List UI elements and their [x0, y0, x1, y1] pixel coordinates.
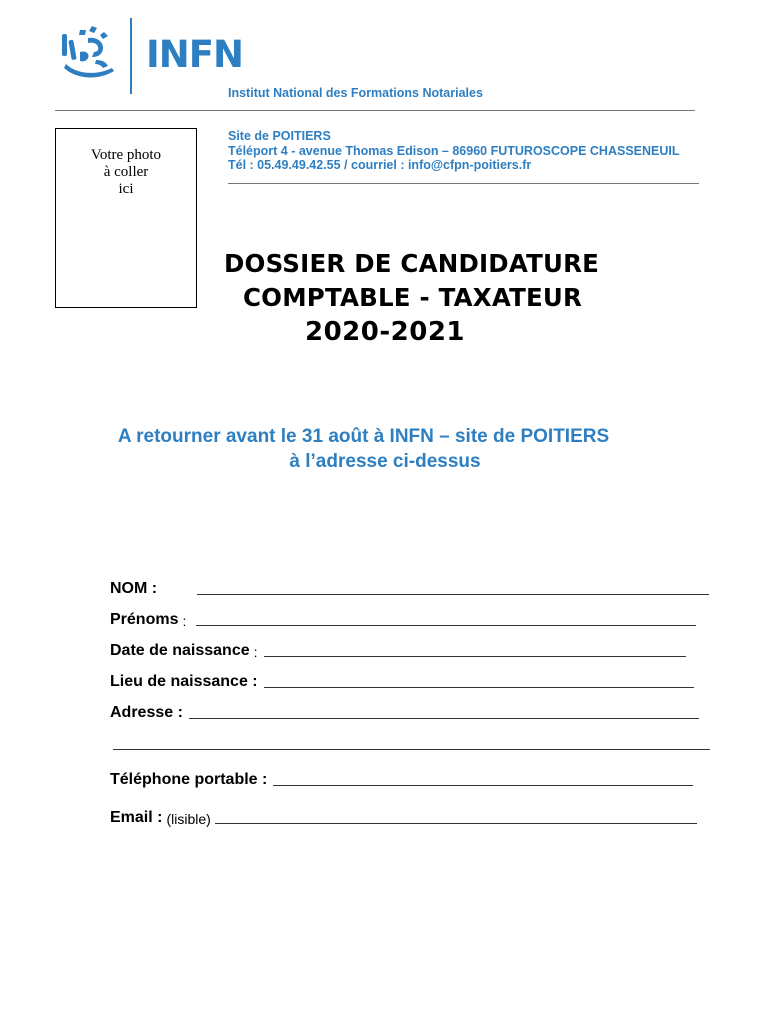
date-naissance-label: Date de naissance — [110, 642, 250, 659]
date-naissance-input-line[interactable] — [264, 656, 686, 657]
site-name: Site de POITIERS — [228, 129, 331, 143]
title-line1: DOSSIER DE CANDIDATURE — [224, 249, 600, 278]
field-lieu-naissance — [110, 673, 694, 691]
field-telephone — [110, 771, 693, 789]
site-contact: Tél : 05.49.49.42.55 / courriel : info@cfpn-poitiers.fr — [228, 158, 532, 172]
prenoms-input-line[interactable] — [196, 625, 696, 626]
field-adresse — [110, 704, 699, 722]
title-year: 2020-2021 — [305, 317, 466, 347]
photo-box-line3: ici — [118, 181, 134, 197]
site-rule — [228, 183, 699, 184]
nom-input-line[interactable] — [197, 594, 709, 595]
lieu-naissance-input-line[interactable] — [264, 687, 694, 688]
photo-box — [55, 128, 197, 308]
site-info — [228, 129, 680, 173]
instruction-line2: à l’adresse ci-dessus — [289, 451, 481, 472]
adresse-input-line-2[interactable] — [113, 749, 710, 750]
field-nom — [110, 580, 709, 598]
field-date-naissance — [110, 642, 686, 660]
date-naissance-colon: : — [253, 644, 258, 660]
prenoms-label: Prénoms — [110, 611, 179, 628]
institute-name: Institut National des Formations Notariales — [228, 86, 483, 100]
adresse-label: Adresse : — [110, 704, 183, 721]
nom-label: NOM : — [110, 580, 158, 597]
site-address: Téléport 4 - avenue Thomas Edison – 86960 FUTUROSCOPE CHASSENEUIL — [228, 143, 680, 158]
email-input-line[interactable] — [215, 823, 697, 824]
logo-divider — [130, 18, 132, 94]
photo-box-line1: Votre photo — [90, 147, 162, 163]
header-rule — [55, 110, 695, 111]
email-label: Email : — [110, 809, 163, 826]
telephone-label: Téléphone portable : — [110, 771, 268, 788]
email-hint: (lisible) — [166, 811, 211, 827]
instruction-line1: A retourner avant le 31 août à INFN – site de POITIERS — [117, 426, 610, 447]
adresse-input-line[interactable] — [189, 718, 699, 719]
field-prenoms — [110, 611, 696, 629]
title-line2: COMPTABLE - TAXATEUR — [243, 283, 583, 312]
infn-logo-icon — [58, 24, 120, 82]
field-email — [110, 809, 697, 827]
logo-text: INFN — [146, 33, 243, 76]
lieu-naissance-label: Lieu de naissance : — [110, 673, 258, 690]
telephone-input-line[interactable] — [273, 785, 693, 786]
prenoms-colon: : — [182, 613, 187, 629]
photo-box-line2: à coller — [103, 164, 149, 180]
